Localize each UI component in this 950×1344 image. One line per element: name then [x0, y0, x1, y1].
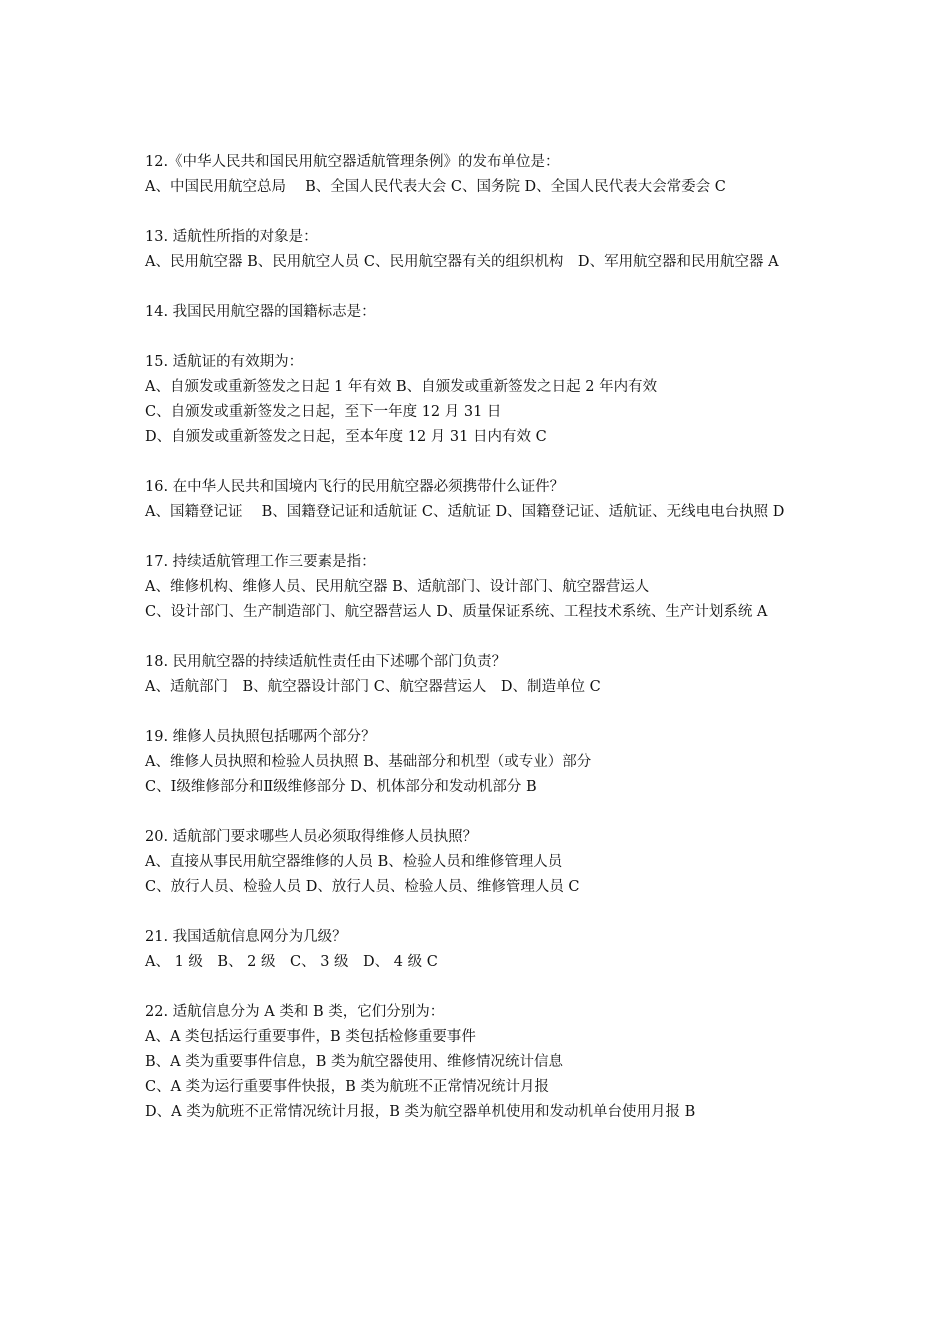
question-block: [145, 925, 810, 975]
answer-options-line: C、Ⅰ级维修部分和Ⅱ级维修部分 D、机体部分和发动机部分 B: [145, 779, 537, 795]
answer-options-line: D、自颁发或重新签发之日起，至本年度 12 月 31 日内有效 C: [145, 429, 547, 445]
question-block: [145, 300, 810, 325]
question-block: [145, 475, 810, 525]
answer-options-line: C、放行人员、检验人员 D、放行人员、检验人员、维修管理人员 C: [145, 879, 580, 895]
answer-options-line: A、民用航空器 B、民用航空人员 C、民用航空器有关的组织机构 D、军用航空器和民用航空器 A: [145, 254, 779, 270]
question-title: 17. 持续适航管理工作三要素是指：: [145, 554, 376, 570]
question-block: [145, 650, 810, 700]
question-title: 20. 适航部门要求哪些人员必须取得维修人员执照？: [145, 829, 478, 845]
answer-options-line: A、国籍登记证 B、国籍登记证和适航证 C、适航证 D、国籍登记证、适航证、无线电电台执照 D: [145, 504, 785, 520]
question-title: 19. 维修人员执照包括哪两个部分？: [145, 729, 376, 745]
question-title: 13. 适航性所指的对象是：: [145, 229, 318, 245]
question-block: [145, 725, 810, 800]
answer-options-line: D、A 类为航班不正常情况统计月报，B 类为航空器单机使用和发动机单台使用月报 B: [145, 1104, 696, 1120]
answer-options-line: A、 1 级 B、 2 级 C、 3 级 D、 4 级 C: [145, 954, 438, 970]
answer-options-line: A、自颁发或重新签发之日起 1 年有效 B、自颁发或重新签发之日起 2 年内有效: [145, 379, 658, 395]
answer-options-line: A、直接从事民用航空器维修的人员 B、检验人员和维修管理人员: [145, 854, 563, 870]
question-title: 22. 适航信息分为 A 类和 B 类，它们分别为：: [145, 1004, 445, 1020]
document-page: [145, 150, 810, 1150]
answer-options-line: C、自颁发或重新签发之日起，至下一年度 12 月 31 日: [145, 404, 502, 420]
question-title: 16. 在中华人民共和国境内飞行的民用航空器必须携带什么证件？: [145, 479, 565, 495]
question-block: [145, 150, 810, 200]
question-title: 14. 我国民用航空器的国籍标志是：: [145, 304, 376, 320]
question-title: 21. 我国适航信息网分为几级？: [145, 929, 347, 945]
question-title: 18. 民用航空器的持续适航性责任由下述哪个部门负责？: [145, 654, 507, 670]
question-title: 15. 适航证的有效期为：: [145, 354, 304, 370]
answer-options-line: B、A 类为重要事件信息，B 类为航空器使用、维修情况统计信息: [145, 1054, 563, 1070]
answer-options-line: C、设计部门、生产制造部门、航空器营运人 D、质量保证系统、工程技术系统、生产计划系统 A: [145, 604, 768, 620]
answer-options-line: A、中国民用航空总局 B、全国人民代表大会 C、国务院 D、全国人民代表大会常委会 C: [145, 179, 726, 195]
question-block: [145, 825, 810, 900]
answer-options-line: A、A 类包括运行重要事件，B 类包括检修重要事件: [145, 1029, 476, 1045]
question-block: [145, 225, 810, 275]
question-block: [145, 550, 810, 625]
question-block: [145, 350, 810, 450]
question-block: [145, 1000, 810, 1125]
answer-options-line: A、维修人员执照和检验人员执照 B、基础部分和机型（或专业）部分: [145, 754, 592, 770]
answer-options-line: A、维修机构、维修人员、民用航空器 B、适航部门、设计部门、航空器营运人: [145, 579, 650, 595]
answer-options-line: C、A 类为运行重要事件快报，B 类为航班不正常情况统计月报: [145, 1079, 549, 1095]
question-title: 12.《中华人民共和国民用航空器适航管理条例》的发布单位是：: [145, 154, 560, 170]
answer-options-line: A、适航部门 B、航空器设计部门 C、航空器营运人 D、制造单位 C: [145, 679, 601, 695]
